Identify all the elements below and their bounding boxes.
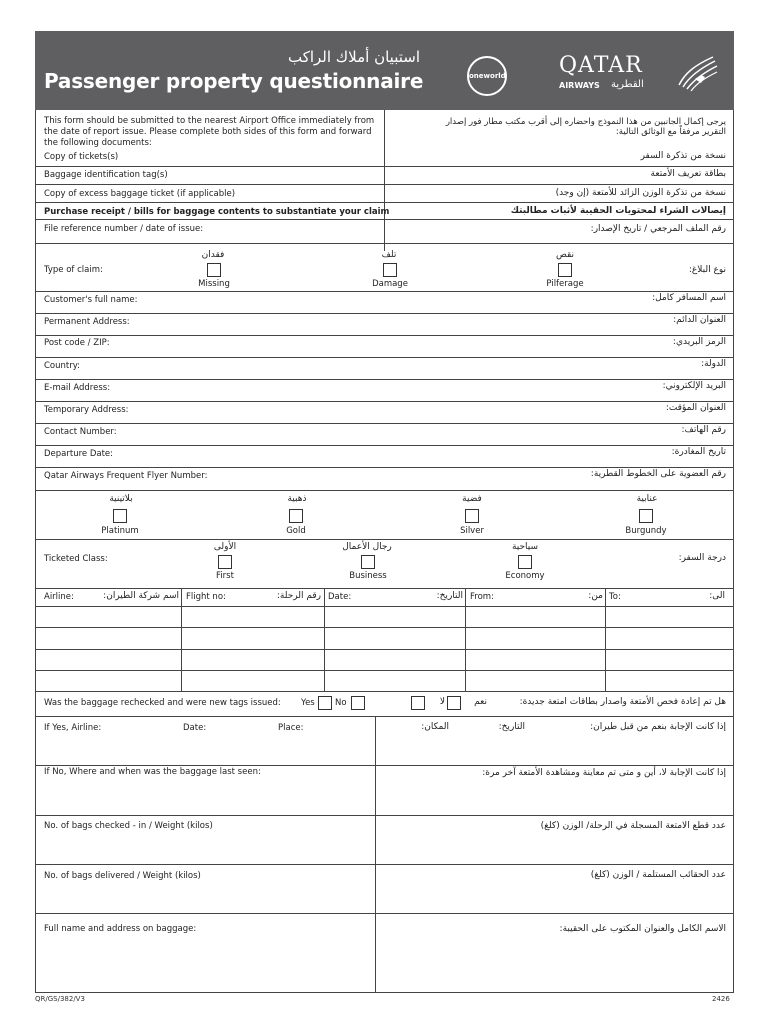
contact-number-label-arabic: رقم الهاتف: (681, 425, 726, 435)
flight-cell[interactable] (466, 607, 605, 627)
class-first-arabic: الأولى (213, 542, 237, 552)
ticketed-class-label-arabic: درجة السفر: (678, 553, 726, 563)
bags-delivered-label: No. of bags delivered / Weight (kilos) (44, 871, 201, 881)
bags-checked-input[interactable] (36, 837, 374, 863)
doc-item-arabic: نسخة من تذكرة الوزن الزائد للأمتعة (إن وجد) (555, 188, 726, 198)
claim-type-label-arabic: نوع البلاغ: (688, 265, 726, 275)
doc-item-arabic: نسخة من تذكرة السفر (640, 151, 726, 161)
recheck-yes-label-arabic: نعم (474, 697, 487, 707)
departure-date-label-arabic: تاريخ المغادرة: (671, 447, 726, 457)
if-yes-date-label: Date: (183, 723, 207, 733)
class-economy-label: Economy (505, 571, 545, 581)
temporary-address-label: Temporary Address: (44, 405, 129, 415)
class-business-arabic: رجال الأعمال (342, 542, 392, 552)
recheck-yes-checkbox[interactable] (318, 696, 332, 710)
postcode-label: Post code / ZIP: (44, 338, 110, 348)
intro-text-arabic-1: يرجى إكمال الجانبين من هذا النموذج واحضاره إلى أقرب مكتب مطار فور إصدار (445, 117, 726, 127)
header-band (35, 31, 734, 110)
baggage-name-address-input[interactable] (36, 941, 374, 991)
recheck-question-arabic: هل تم إعادة فحص الأمتعة واصدار بطاقات امتعة جديدة: (519, 697, 726, 707)
flight-col-date-arabic: التاريخ: (436, 591, 463, 601)
claim-missing-checkbox[interactable] (207, 263, 221, 277)
claim-pilferage-arabic: نقص (555, 250, 575, 260)
bags-checked-label-arabic: عدد قطع الامتعة المسجلة في الرحلة/ الوزن (كلغ) (540, 821, 726, 831)
email-label: E-mail Address: (44, 383, 111, 393)
claim-missing-label: Missing (198, 279, 230, 289)
tier-silver-label: Silver (460, 526, 484, 536)
if-yes-place-label-arabic: المكان: (421, 722, 449, 732)
country-label: Country: (44, 361, 81, 371)
page-code: 2426 (712, 995, 730, 1003)
doc-item: Baggage identification tag(s) (44, 170, 168, 180)
recheck-yes-label: Yes (301, 698, 315, 708)
baggage-name-address-label: Full name and address on baggage: (44, 924, 197, 934)
flight-col-airline: Airline: (44, 592, 74, 602)
brand-sub-arabic: القطرية (611, 79, 644, 90)
tier-gold-arabic: ذهبية (287, 494, 307, 504)
claim-damage-arabic: تلف (381, 250, 397, 260)
flight-cell[interactable] (325, 607, 465, 627)
customer-name-label-arabic: اسم المسافر كامل: (652, 293, 726, 303)
qatar-airways-logo (559, 53, 719, 97)
frequent-flyer-label-arabic: رقم العضوية على الخطوط القطرية: (590, 469, 726, 479)
baggage-name-address-label-arabic: الاسم الكامل والعنوان المكتوب على الحقيبة: (559, 924, 726, 934)
class-first-checkbox[interactable] (218, 555, 232, 569)
file-reference-label-arabic: رقم الملف المرجعي / تاريخ الإصدار: (590, 224, 726, 234)
tier-burgundy-label: Burgundy (625, 526, 667, 536)
flight-col-from: From: (470, 592, 494, 602)
flight-col-to: To: (609, 592, 621, 602)
recheck-no-label-arabic: لا (439, 697, 445, 707)
claim-type-label: Type of claim: (44, 265, 103, 275)
tier-platinum-checkbox[interactable] (113, 509, 127, 523)
file-reference-label: File reference number / date of issue: (44, 224, 204, 234)
postcode-label-arabic: الرمز البريدي: (672, 337, 726, 347)
doc-item-arabic: بطاقة تعريف الأمتعة (650, 169, 726, 179)
country-label-arabic: الدولة: (701, 359, 726, 369)
claim-pilferage-checkbox[interactable] (558, 263, 572, 277)
bags-checked-label: No. of bags checked - in / Weight (kilos) (44, 821, 213, 831)
intro-text: This form should be submitted to the nearest Airport Office immediately from the date of report issue. Please complete both sides of this form and forward the following documents: (44, 116, 375, 148)
if-no-input[interactable] (36, 783, 374, 813)
oneworld-logo: oneworld (467, 56, 507, 96)
file-reference-input[interactable] (245, 221, 485, 241)
if-yes-date-label-arabic: التاريخ: (498, 722, 525, 732)
doc-item: Copy of tickets(s) (44, 152, 119, 162)
brand-sub: AIRWAYS (559, 81, 600, 90)
class-economy-arabic: سياحية (511, 542, 539, 552)
if-no-label: If No, Where and when was the baggage last seen: (44, 767, 261, 777)
doc-item: Purchase receipt / bills for baggage contents to substantiate your claim (44, 207, 390, 217)
recheck-no-label: No (335, 698, 347, 708)
if-no-label-arabic: إذا كانت الإجابة لا، أين و متى تم معاينة ومشاهدة الأمتعة آخر مرة: (482, 768, 726, 778)
permanent-address-label-arabic: العنوان الدائم: (673, 315, 726, 325)
ticketed-class-label: Ticketed Class: (44, 554, 108, 564)
bags-delivered-label-arabic: عدد الحقائب المستلمة / الوزن (كلغ) (590, 870, 726, 880)
flight-cell[interactable] (36, 607, 181, 627)
recheck-question: Was the baggage rechecked and were new tags issued: (44, 698, 281, 708)
tier-platinum-label: Platinum (101, 526, 139, 536)
bags-delivered-input[interactable] (36, 887, 374, 912)
departure-date-label: Departure Date: (44, 449, 114, 459)
form-code: QR/GS/382/V3 (35, 995, 85, 1003)
customer-name-label: Customer's full name: (44, 295, 138, 305)
tier-burgundy-checkbox[interactable] (639, 509, 653, 523)
intro-text-arabic-2: التقرير مرفقاً مع الوثائق التالية: (615, 127, 726, 137)
title-arabic: استبيان أملاك الراكب (287, 48, 420, 66)
if-yes-airline-label-arabic: إذا كانت الإجابة بنعم من قبل طيران: (590, 722, 726, 732)
flight-col-from-arabic: من: (588, 591, 603, 601)
if-yes-airline-label: If Yes, Airline: (44, 723, 102, 733)
tier-gold-checkbox[interactable] (289, 509, 303, 523)
flight-col-date: Date: (328, 592, 352, 602)
doc-item-arabic: إيصالات الشراء لمحتويات الحقيبة لأثبات مطالبتك (510, 206, 726, 216)
tier-platinum-arabic: بلاتينية (109, 494, 133, 504)
claim-pilferage-label: Pilferage (546, 279, 584, 289)
permanent-address-label: Permanent Address: (44, 317, 130, 327)
tier-gold-label: Gold (286, 526, 306, 536)
recheck-no-checkbox-arabic[interactable] (411, 696, 425, 710)
class-first-label: First (216, 571, 234, 581)
claim-damage-checkbox[interactable] (383, 263, 397, 277)
if-yes-place-label: Place: (278, 723, 304, 733)
recheck-yes-checkbox-arabic[interactable] (447, 696, 461, 710)
email-label-arabic: البريد الإلكتروني: (662, 381, 726, 391)
frequent-flyer-label: Qatar Airways Frequent Flyer Number: (44, 471, 208, 481)
contact-number-label: Contact Number: (44, 427, 117, 437)
doc-item: Copy of excess baggage ticket (if applicable) (44, 189, 236, 199)
tier-silver-arabic: فضية (462, 494, 482, 504)
tier-silver-checkbox[interactable] (465, 509, 479, 523)
flight-cell[interactable] (606, 607, 733, 627)
flight-cell[interactable] (182, 607, 324, 627)
claim-missing-arabic: فقدان (201, 250, 225, 260)
recheck-no-checkbox[interactable] (351, 696, 365, 710)
claim-damage-label: Damage (372, 279, 408, 289)
oryx-icon (675, 53, 719, 93)
flight-col-airline-arabic: اسم شركة الطيران: (103, 591, 179, 601)
tier-burgundy-arabic: عنابية (636, 494, 658, 504)
temporary-address-label-arabic: العنوان المؤقت: (665, 403, 726, 413)
questionnaire-page (35, 31, 734, 993)
class-business-checkbox[interactable] (361, 555, 375, 569)
class-business-label: Business (349, 571, 387, 581)
flight-col-to-arabic: الى: (709, 591, 725, 601)
brand-name: QATAR (559, 53, 643, 78)
flight-col-flight-no-arabic: رقم الرحلة: (276, 591, 321, 601)
page-title: Passenger property questionnaire (44, 69, 424, 93)
flight-col-flight-no: Flight no: (186, 592, 226, 602)
class-economy-checkbox[interactable] (518, 555, 532, 569)
